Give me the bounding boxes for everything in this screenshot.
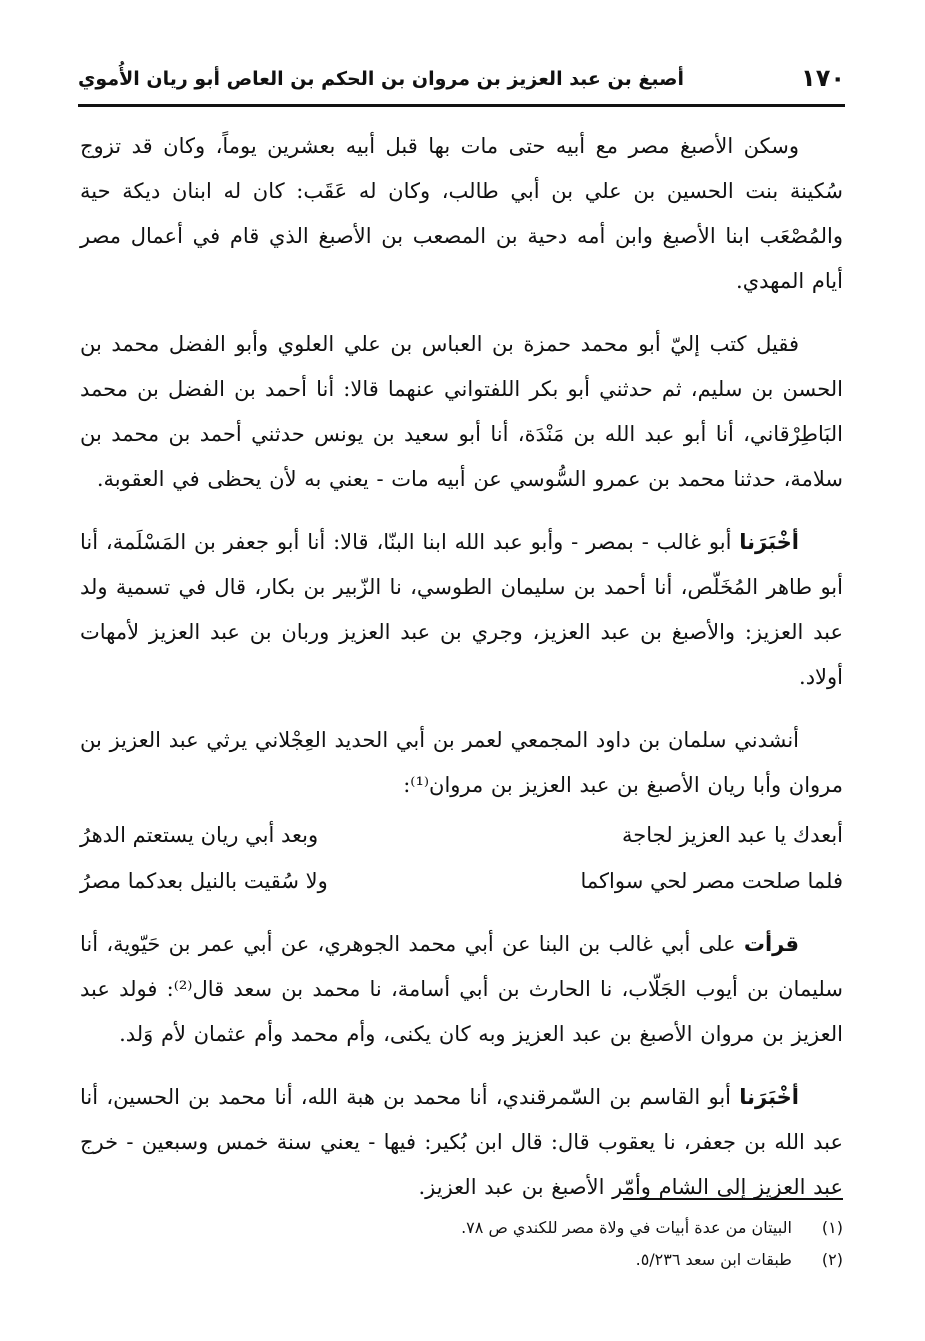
paragraph <box>80 922 843 1057</box>
first-hemistich: أبعدك يا عبد العزيز لجاجة <box>622 823 843 847</box>
paragraph-text: فقيل كتب إليّ أبو محمد حمزة بن العباس بن علي العلوي وأبو الفضل محمد بن الحسن بن سليم، ثم حدثني أبو بكر اللفتواني عنهما قالا: أنا أحمد بن الفضل بن محمد البَاطِرْقاني، أنا أبو عبد الله بن مَنْدَة، أنا أبو سعيد بن يونس حدثني أحمد بن محمد بن سلامة، حدثنا محمد بن عمرو السُّوسي عن أبيه مات - يعني به لأن يحظى في العقوبة. <box>80 332 843 491</box>
main-text <box>80 124 843 1228</box>
second-hemistich: وبعد أبي ريان يستعتم الدهرُ <box>80 823 319 847</box>
running-title: أصبغ بن عبد العزيز بن مروان بن الحكم بن العاص أبو ريان الأُموي <box>78 68 684 90</box>
poem-verse <box>80 858 843 904</box>
paragraph-text: على أبي غالب بن البنا عن أبي محمد الجوهري، عن أبي عمر بن حَيّوية، أنا سليمان بن أيوب الجَلّاب، نا الحارث بن أبي أسامة، نا محمد بن سعد قال⁽²⁾: فولد عبد العزيز بن مروان الأصبغ بن عبد العزيز وبه كان يكنى، وأم محمد وأم عثمان لأم وَلد. <box>80 932 843 1046</box>
footnote-mark: (٢) <box>821 1250 843 1269</box>
paragraph-text: أنشدني سلمان بن داود المجمعي لعمر بن أبي الحديد العِجْلاني يرثي عبد العزيز بن مروان وأبا ريان الأصبغ بن عبد العزيز بن مروان⁽¹⁾: <box>80 728 843 797</box>
footnotes <box>80 1212 843 1276</box>
paragraph-lead: أخْبَرَنا <box>739 1085 799 1109</box>
paragraph <box>80 1075 843 1210</box>
footnote-separator <box>623 1198 843 1200</box>
poem-verse <box>80 812 843 858</box>
page-header <box>78 58 845 107</box>
paragraph <box>80 124 843 304</box>
first-hemistich: فلما صلحت مصر لحي سواكما <box>580 869 843 893</box>
paragraph-text: أبو غالب - بمصر - وأبو عبد الله ابنا البنّا، قالا: أنا أبو جعفر بن المَسْلَمة، أنا أبو طاهر المُخَلّص، أنا أحمد بن سليمان الطوسي، نا الزّبير بن بكار، قال في تسمية ولد عبد العزيز: والأصبغ بن عبد العزيز، وجري بن عبد العزيز وربان بن عبد العزيز لأمهات أولاد. <box>80 530 843 689</box>
poem <box>80 812 843 904</box>
paragraph <box>80 520 843 700</box>
paragraph-lead: قرأت <box>743 932 799 956</box>
footnote-mark: (١) <box>821 1218 843 1237</box>
footnote-text: البيتان من عدة أبيات في ولاة مصر للكندي ص ٧٨. <box>461 1218 792 1237</box>
footnote-text: طبقات ابن سعد ٥/٢٣٦. <box>635 1250 792 1269</box>
footnote <box>80 1212 843 1244</box>
paragraph <box>80 718 843 808</box>
paragraph <box>80 322 843 502</box>
second-hemistich: ولا سُقيت بالنيل بعدكما مصرُ <box>80 869 328 893</box>
footnote <box>80 1244 843 1276</box>
paragraph-text: أبو القاسم بن السّمرقندي، أنا محمد بن هبة الله، أنا محمد بن الحسين، أنا عبد الله بن جعفر، نا يعقوب قال: قال ابن بُكير: فيها - يعني سنة خمس وسبعين - خرج عبد العزيز إلى الشام وأمّر الأصبغ بن عبد العزيز. <box>80 1085 843 1199</box>
paragraph-lead: أخْبَرَنا <box>739 530 799 554</box>
paragraph-text: وسكن الأصبغ مصر مع أبيه حتى مات بها قبل أبيه بعشرين يوماً، وكان قد تزوج سُكينة بنت الحسين بن علي بن أبي طالب، وكان له عَقَب: كان له ابنان ديكة حية والمُصْعَب ابنا الأصبغ وابن أمه دحية بن المصعب بن الأصبغ الذي قام في أعمال مصر أيام المهدي. <box>80 134 843 293</box>
page-number: ١٧٠ <box>801 64 845 92</box>
